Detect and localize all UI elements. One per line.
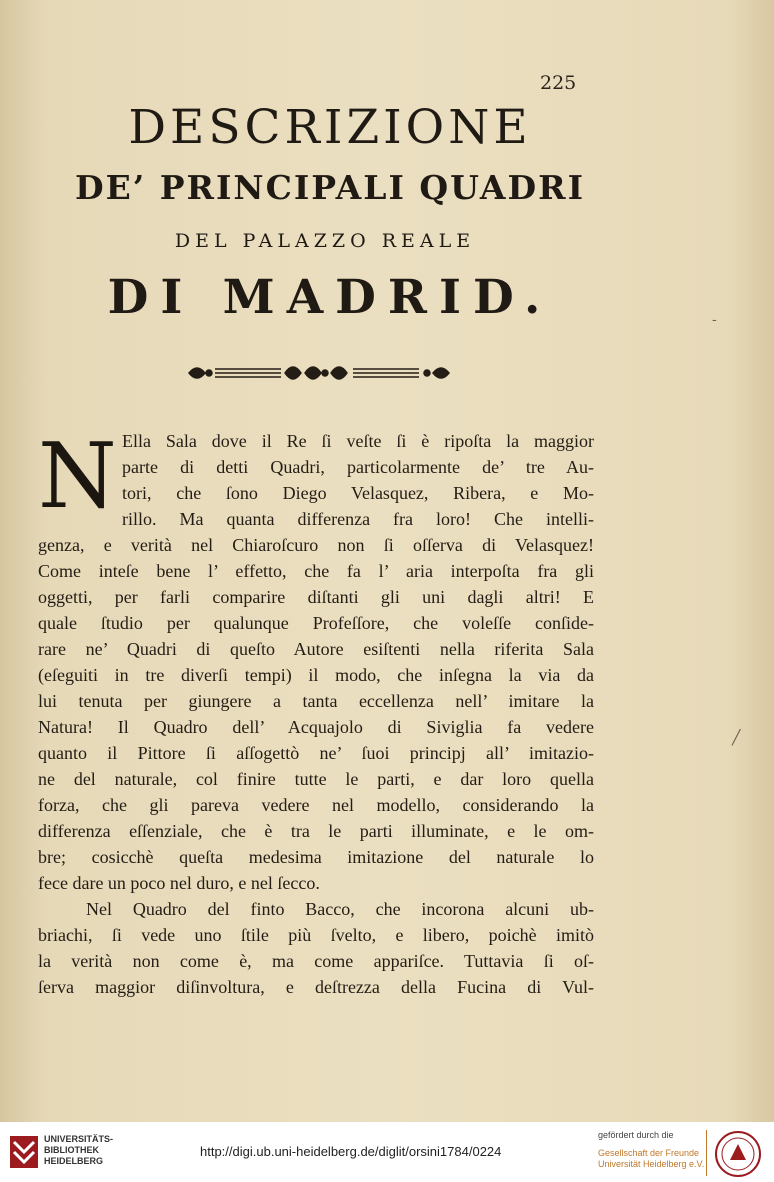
sponsor-name[interactable] bbox=[598, 1148, 704, 1170]
sponsor-name-line: Universität Heidelberg e.V. bbox=[598, 1159, 705, 1169]
text-line: (eſeguiti in tre diverſi tempi) il modo, che inſegna la via da bbox=[38, 665, 594, 685]
permalink-url[interactable]: http://digi.ub.uni-heidelberg.de/diglit/orsini1784/0224 bbox=[200, 1144, 502, 1159]
library-name[interactable] bbox=[44, 1134, 113, 1167]
text-line: tori, che ſono Diego Velasquez, Ribera, e Mo- bbox=[122, 483, 594, 503]
text-line: oggetti, per farli comparire diſtanti gli uni dagli altri! E bbox=[38, 587, 594, 607]
title-line-4: DI MADRID. bbox=[107, 270, 553, 325]
drop-cap: N bbox=[38, 424, 117, 529]
sponsor-name-line: Gesellschaft der Freunde bbox=[598, 1148, 700, 1158]
text-line: lui tenuta per giungere a tanta eccellenza nell’ imitare la bbox=[38, 691, 594, 711]
text-line: Nel Quadro del finto Bacco, che incorona alcuni ub- bbox=[86, 899, 594, 919]
text-line: Natura! Il Quadro dell’ Acquajolo di Siviglia fa vedere bbox=[38, 717, 594, 737]
margin-mark: ╱ bbox=[732, 730, 741, 746]
library-name-line: HEIDELBERG bbox=[44, 1156, 104, 1166]
page-number: 225 bbox=[540, 72, 577, 94]
university-library-logo-icon[interactable] bbox=[8, 1132, 40, 1172]
text-line: Ella Sala dove il Re ſi veſte ſi è ripoſta la maggior bbox=[122, 431, 594, 451]
text-line: differenza eſſenziale, che è tra le parti illuminate, e le om- bbox=[38, 821, 594, 841]
sponsor-label: gefördert durch die bbox=[598, 1130, 674, 1140]
text-line: ſerva maggior diſinvoltura, e deſtrezza della Fucina di Vul- bbox=[38, 977, 594, 997]
text-line: bre; cosicchè queſta medesima imitazione del naturale lo bbox=[38, 847, 594, 867]
ornament-divider bbox=[185, 357, 455, 389]
text-line: rare ne’ Quadri di queſto Autore esiſtenti nella riferita Sala bbox=[38, 639, 594, 659]
text-line: quanto il Pittore ſi aſſogettò ne’ ſuoi principj all’ imitazio- bbox=[38, 743, 594, 763]
title-line-3: DEL PALAZZO REALE bbox=[174, 230, 476, 252]
text-line: quale ſtudio per qualunque Profeſſore, che voleſſe conſide- bbox=[38, 613, 594, 633]
text-line: parte di detti Quadri, particolarmente de’ tre Au- bbox=[122, 457, 594, 477]
library-name-line: BIBLIOTHEK bbox=[44, 1145, 99, 1155]
text-line: fece dare un poco nel duro, e nel ſecco. bbox=[38, 873, 320, 893]
library-name-line: UNIVERSITÄTS- bbox=[44, 1134, 114, 1144]
text-line: genza, e verità nel Chiaroſcuro non ſi oſſerva di Velasquez! bbox=[38, 535, 594, 555]
body-text bbox=[38, 424, 594, 1000]
title-line-2: DE’ PRINCIPALI QUADRI bbox=[74, 168, 586, 207]
footer-bar bbox=[0, 1122, 774, 1182]
text-line: briachi, ſi vede uno ſtile più ſvelto, e libero, poichè imitò bbox=[38, 925, 594, 945]
text-line: rillo. Ma quanta differenza fra loro! Che intelli- bbox=[122, 509, 594, 529]
title-line-1: DESCRIZIONE bbox=[128, 100, 532, 155]
text-line: Come inteſe bene l’ effetto, che fa l’ aria interpoſta fra gli bbox=[38, 561, 594, 581]
university-seal-icon[interactable] bbox=[714, 1130, 762, 1178]
margin-mark: - bbox=[712, 312, 717, 328]
text-line: la verità non come è, ma come appariſce. Tuttavia ſi oſ- bbox=[38, 951, 594, 971]
text-line: forza, che gli pareva vedere nel modello, considerando la bbox=[38, 795, 594, 815]
sponsor-divider bbox=[706, 1130, 707, 1176]
text-line: ne del naturale, col finire tutte le parti, e dar loro quella bbox=[38, 769, 594, 789]
